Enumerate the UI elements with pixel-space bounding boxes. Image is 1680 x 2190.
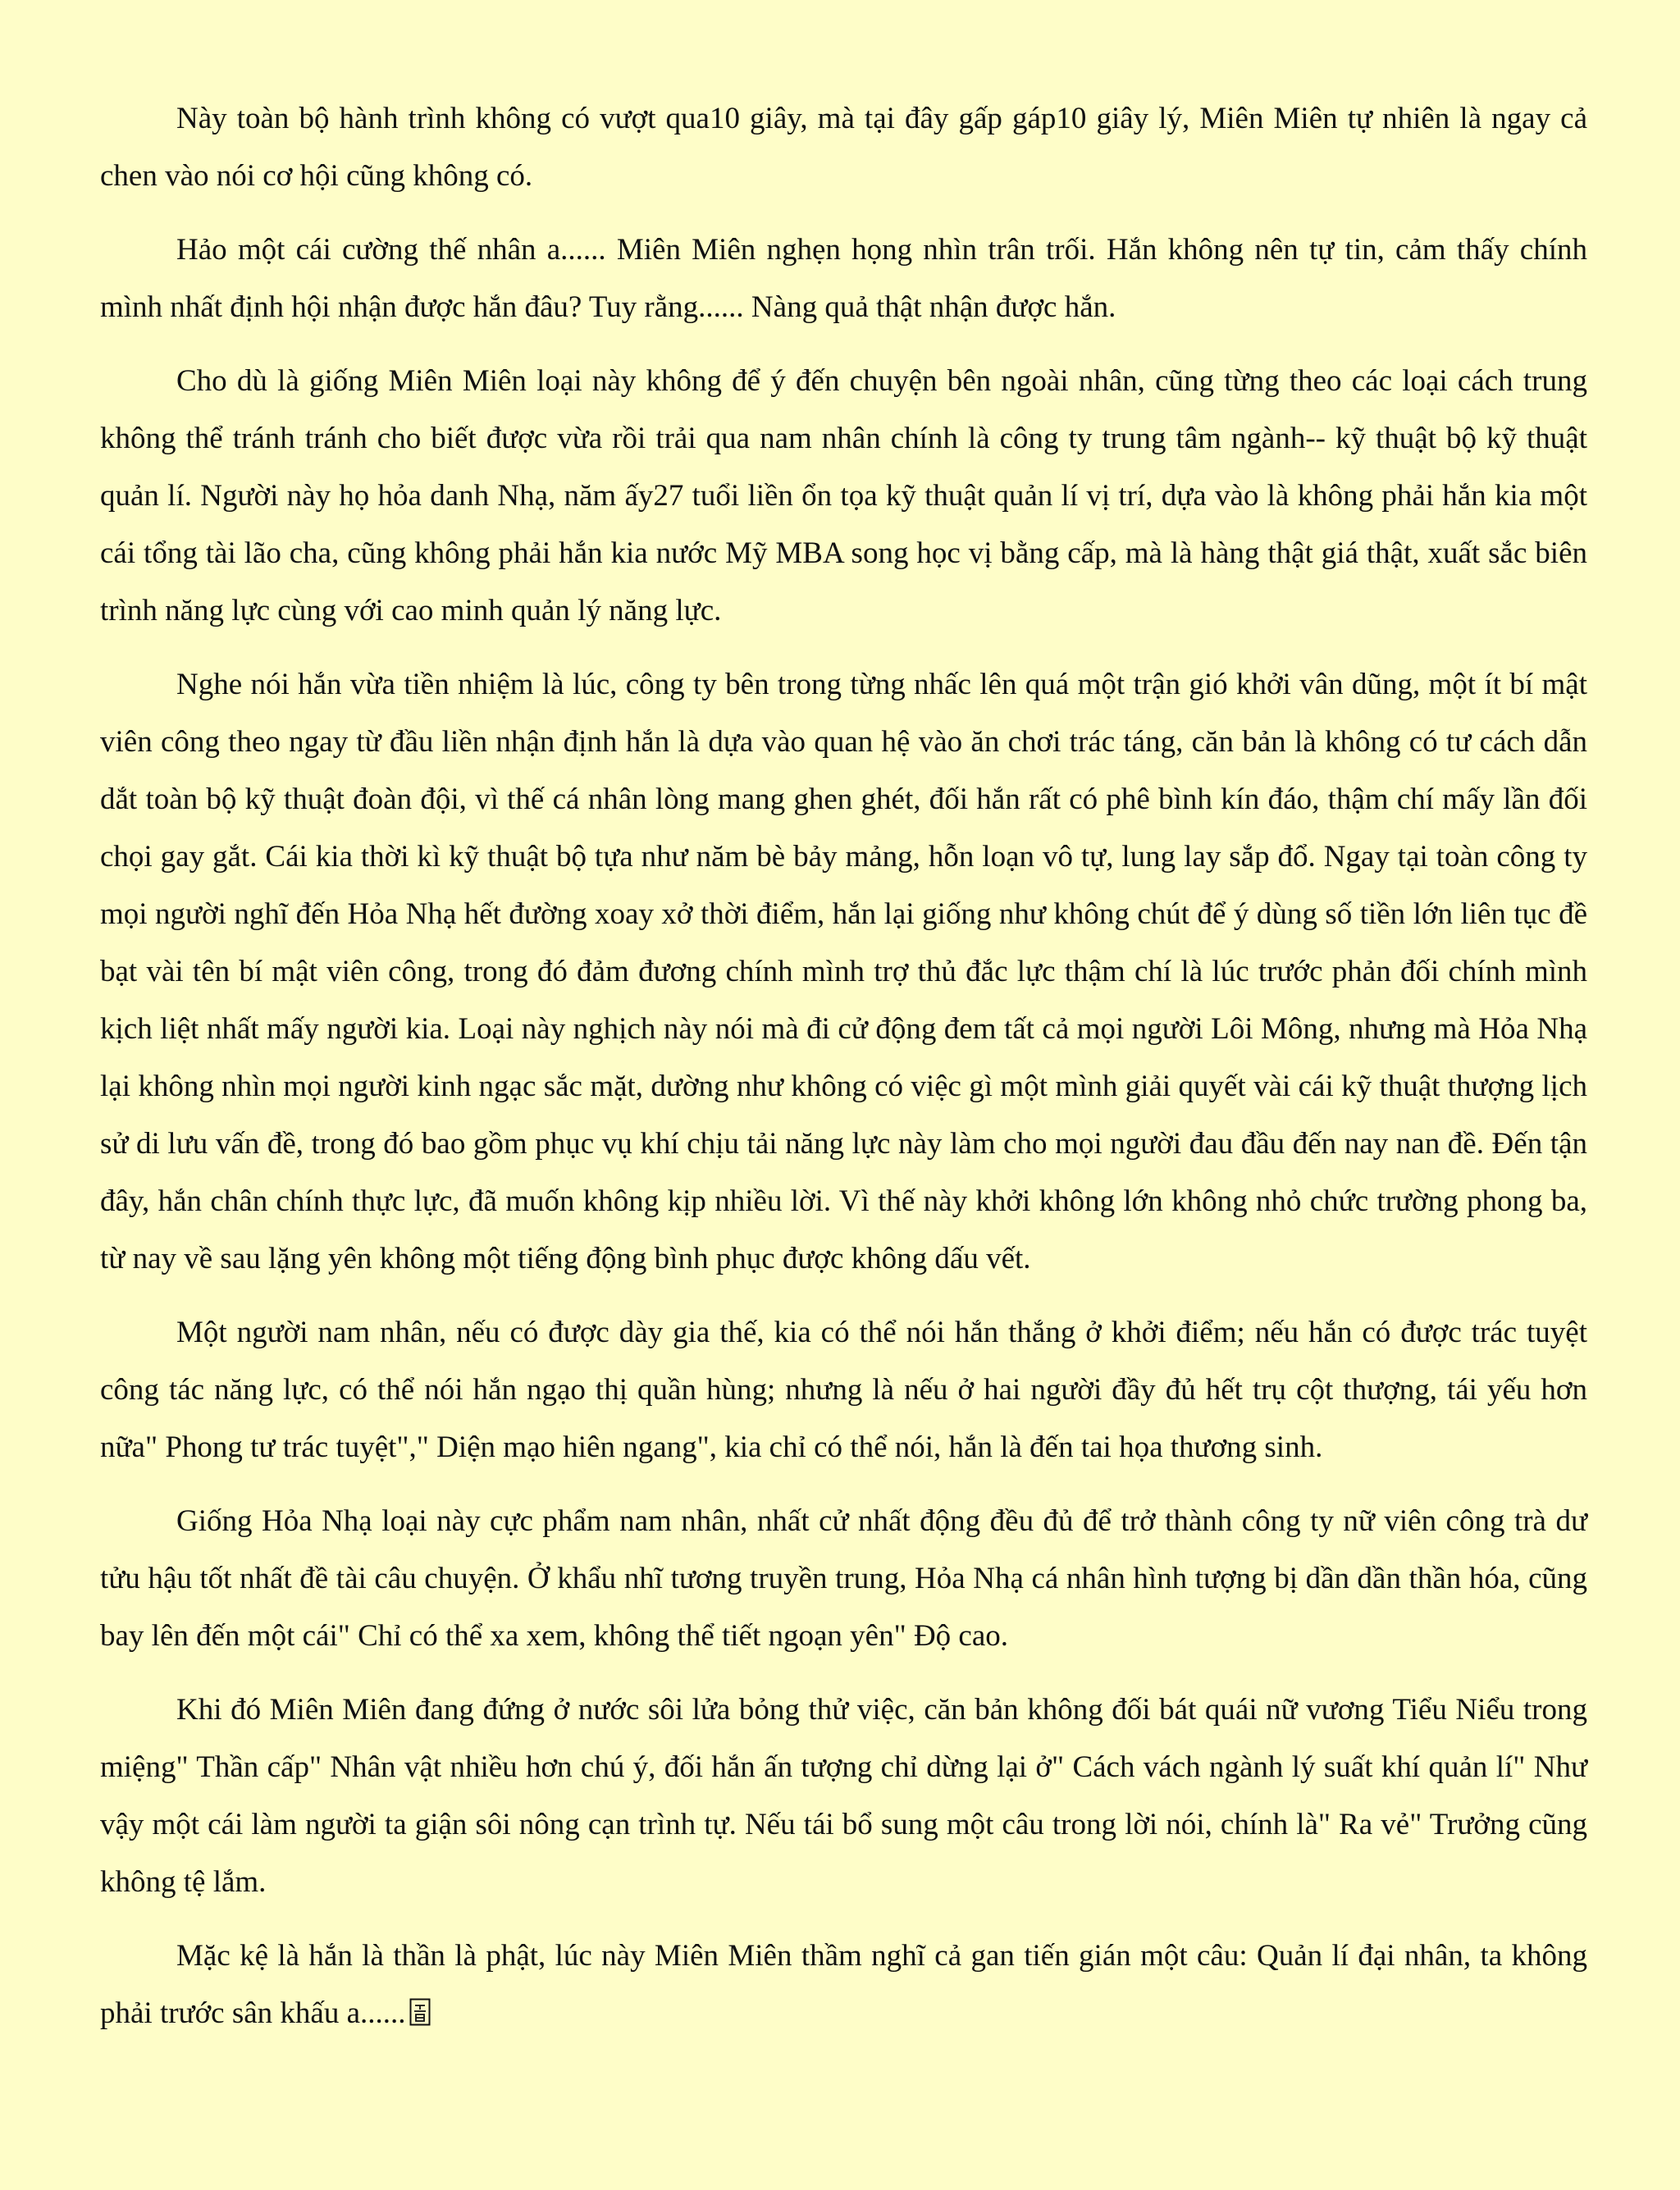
paragraph-2: Hảo một cái cường thế nhân a...... Miên Miên nghẹn họng nhìn trân trối. Hắn không nên tự tin, cảm thấy chính mình nhất định hội nhận được hắn đâu? Tuy rằng...... Nàng quả thật nhận được hắn.: [100, 233, 1587, 324]
boxed-glyph-icon: [409, 1998, 431, 2026]
paragraph-7: Khi đó Miên Miên đang đứng ở nước sôi lửa bỏng thử việc, căn bản không đối bát quái nữ vương Tiểu Niểu trong miệng" Thần cấp" Nhân vật nhiều hơn chú ý, đối hắn ấn tượng chỉ dừng lại ở" Cách vách ngành lý suất khí quản lí" Như vậy một cái làm người ta giận sôi nông cạn trình tự. Nếu tái bổ sung một câu trong lời nói, chính là" Ra vẻ" Trưởng cũng không tệ lắm.: [100, 1693, 1587, 1899]
paragraph-4: Nghe nói hắn vừa tiền nhiệm là lúc, công ty bên trong từng nhấc lên quá một trận gió khởi vân dũng, một ít bí mật viên công theo ngay từ đầu liền nhận định hắn là dựa vào quan hệ vào ăn chơi trác táng, căn bản là không có tư cách dẫn dắt toàn bộ kỹ thuật đoàn đội, vì thế cá nhân lòng mang ghen ghét, đối hắn rất có phê bình kín đáo, thậm chí mấy lần đối chọi gay gắt. Cái kia thời kì kỹ thuật bộ tựa như năm bè bảy mảng, hỗn loạn vô tự, lung lay sắp đổ. Ngay tại toàn công ty mọi người nghĩ đến Hỏa Nhạ hết đường xoay xở thời điểm, hắn lại giống như không chút để ý dùng số tiền lớn liên tục đề bạt vài tên bí mật viên công, trong đó đảm đương chính mình trợ thủ đắc lực thậm chí là lúc trước phản đối chính mình kịch liệt nhất mấy người kia. Loại này nghịch này nói mà đi cử động đem tất cả mọi người Lôi Mông, nhưng mà Hỏa Nhạ lại không nhìn mọi người kinh ngạc sắc mặt, dường như không có việc gì một mình giải quyết vài cái kỹ thuật thượng lịch sử di lưu vấn đề, trong đó bao gồm phục vụ khí chịu tải năng lực này làm cho mọi người đau đầu đến nay nan đề. Đến tận đây, hắn chân chính thực lực, đã muốn không kịp nhiều lời. Vì thế này khởi không lớn không nhỏ chức trường phong ba, từ nay về sau lặng yên không một tiếng động bình phục được không dấu vết.: [100, 668, 1587, 1275]
paragraph-8: [100, 1928, 1587, 2042]
paragraph-3: Cho dù là giống Miên Miên loại này không để ý đến chuyện bên ngoài nhân, cũng từng theo các loại cách trung không thể tránh tránh cho biết được vừa rồi trải qua nam nhân chính là công ty trung tâm ngành-- kỹ thuật bộ kỹ thuật quản lí. Người này họ hỏa danh Nhạ, năm ấy27 tuổi liền ổn tọa kỹ thuật quản lí vị trí, dựa vào là không phải hắn kia một cái tổng tài lão cha, cũng không phải hắn kia nước Mỹ MBA song học vị bằng cấp, mà là hàng thật giá thật, xuất sắc biên trình năng lực cùng với cao minh quản lý năng lực.: [100, 364, 1587, 627]
paragraph-6: Giống Hỏa Nhạ loại này cực phẩm nam nhân, nhất cử nhất động đều đủ để trở thành công ty nữ viên công trà dư tửu hậu tốt nhất đề tài câu chuyện. Ở khẩu nhĩ tương truyền trung, Hỏa Nhạ cá nhân hình tượng bị dần dần thần hóa, cũng bay lên đến một cái" Chỉ có thể xa xem, không thể tiết ngoạn yên" Độ cao.: [100, 1504, 1587, 1653]
paragraph-1: Này toàn bộ hành trình không có vượt qua10 giây, mà tại đây gấp gáp10 giây lý, Miên Miên tự nhiên là ngay cả chen vào nói cơ hội cũng không có.: [100, 102, 1587, 193]
paragraph-8-text: Mặc kệ là hắn là thần là phật, lúc này Miên Miên thầm nghĩ cả gan tiến gián một câu: Quản lí đại nhân, ta không phải trước sân khấu a......: [100, 1939, 1587, 2030]
paragraph-5: Một người nam nhân, nếu có được dày gia thế, kia có thể nói hắn thắng ở khởi điểm; nếu hắn có được trác tuyệt công tác năng lực, có thể nói hắn ngạo thị quần hùng; nhưng là nếu ở hai người đầy đủ hết trụ cột thượng, tái yếu hơn nữa" Phong tư trác tuyệt"," Diện mạo hiên ngang", kia chỉ có thể nói, hắn là đến tai họa thương sinh.: [100, 1316, 1587, 1464]
